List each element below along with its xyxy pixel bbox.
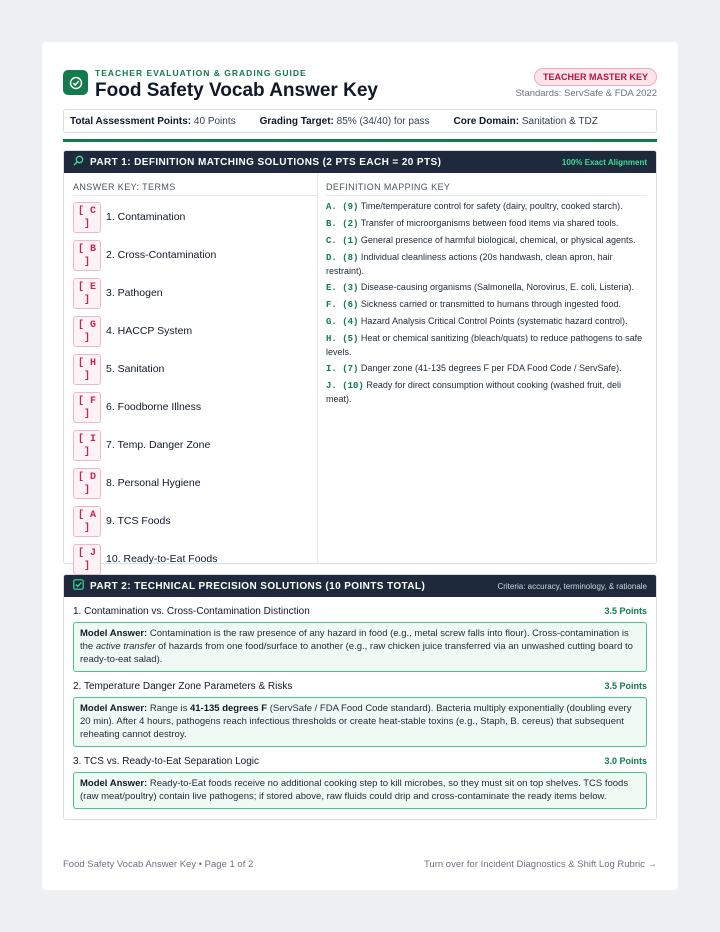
term-name: 7. Temp. Danger Zone — [106, 439, 211, 451]
question-1-title: 1. Contamination vs. Cross-Contamination Distinction — [73, 606, 310, 617]
eyebrow-label: TEACHER EVALUATION & GRADING GUIDE — [95, 68, 307, 78]
question-2-points: 3.5 Points — [604, 681, 647, 691]
header-divider — [63, 139, 657, 142]
answer-key-page — [42, 42, 678, 890]
answer-letter-box: [ H ] — [73, 354, 101, 385]
footer-right: Turn over for Incident Diagnostics & Shift Log Rubric → — [423, 859, 657, 870]
definition-item: H. (5) Heat or chemical sanitizing (bleach/quats) to reduce pathogens to safe levels. — [326, 333, 643, 357]
term-name: 1. Contamination — [106, 211, 186, 223]
question-3-title: 3. TCS vs. Ready-to-Eat Separation Logic — [73, 756, 260, 767]
term-name: 10. Ready-to-Eat Foods — [106, 553, 218, 565]
question-2-title: 2. Temperature Danger Zone Parameters & Risks — [73, 681, 293, 692]
definition-item: I. (7) Danger zone (41-135 degrees F per FDA Food Code / ServSafe). — [326, 363, 622, 374]
part2-title: PART 2: TECHNICAL PRECISION SOLUTIONS (10 POINTS TOTAL) — [90, 580, 426, 592]
definition-item: A. (9) Time/temperature control for safety (dairy, poultry, cooked starch). — [326, 201, 623, 212]
term-name: 5. Sanitation — [106, 363, 165, 375]
page-header — [63, 68, 657, 104]
definitions-column — [318, 173, 656, 564]
term-row — [73, 464, 317, 502]
terms-heading: ANSWER KEY: TERMS — [73, 182, 317, 196]
model-answer-3: Model Answer: Ready-to-Eat foods receive no additional cooking step to kill microbes, so they must sit on top shelves. TCS foods (raw meat/poultry) contain live pathogens; if stored above, raw fluids could drip and cross-contaminate the ready items below. — [73, 772, 647, 809]
summary-bar — [63, 109, 657, 133]
definition-item: E. (3) Disease-causing organisms (Salmonella, Norovirus, E. coli, Listeria). — [326, 282, 635, 293]
part1-section — [63, 150, 657, 572]
page-footer — [63, 859, 657, 870]
standards-text: Standards: ServSafe & FDA 2022 — [515, 88, 657, 99]
answer-letter-box: [ J ] — [73, 544, 101, 575]
question-3-points: 3.0 Points — [604, 756, 647, 766]
model-answer-2: Model Answer: Range is 41-135 degrees F (ServSafe / FDA Food Code standard). Bacteria multiply exponentially (doubling every 20 min). After 4 hours, pathogens reach infectious thresholds or create heat-stable toxins (e.g., Staph, B. cereus) that subsequent reheating cannot destroy. — [73, 697, 647, 747]
master-key-badge: TEACHER MASTER KEY — [534, 68, 657, 86]
question-1-points: 3.5 Points — [604, 606, 647, 616]
model-answer-1: Model Answer: Contamination is the raw presence of any hazard in food (e.g., metal screw falls into flour). Cross-contamination is the active transfer of hazards from one food/surface to another (e.g., raw chicken juice transferred via an unwashed cutting board to ready-to-eat salad). — [73, 622, 647, 672]
term-name: 8. Personal Hygiene — [106, 477, 201, 489]
definitions-heading: DEFINITION MAPPING KEY — [326, 182, 647, 196]
answer-letter-box: [ C ] — [73, 202, 101, 233]
term-row — [73, 236, 317, 274]
part1-title: PART 1: DEFINITION MATCHING SOLUTIONS (2 PTS EACH = 20 PTS) — [90, 156, 442, 168]
question-1 — [64, 606, 656, 672]
answer-letter-box: [ F ] — [73, 392, 101, 423]
term-name: 6. Foodborne Illness — [106, 401, 202, 413]
term-row — [73, 388, 317, 426]
question-2 — [64, 681, 656, 747]
definition-item: J. (10) Ready for direct consumption without cooking (washed fruit, deli meat). — [326, 380, 621, 404]
part2-header — [64, 575, 656, 597]
part2-section — [63, 574, 657, 820]
definition-item: G. (4) Hazard Analysis Critical Control Points (systematic hazard control). — [326, 316, 628, 327]
term-name: 2. Cross-Contamination — [106, 249, 217, 261]
part1-note: 100% Exact Alignment — [561, 157, 647, 167]
part1-header — [64, 151, 656, 173]
term-row — [73, 426, 317, 464]
term-name: 9. TCS Foods — [106, 515, 171, 527]
summary-points: Total Assessment Points: 40 Points — [70, 115, 236, 127]
definition-item: D. (8) Individual cleanliness actions (20s handwash, clean apron, hair restraint). — [326, 252, 613, 276]
summary-domain: Core Domain: Sanitation & TDZ — [453, 115, 598, 127]
term-name: 3. Pathogen — [106, 287, 163, 299]
term-name: 4. HACCP System — [106, 325, 193, 337]
term-row — [73, 502, 317, 540]
definition-item: C. (1) General presence of harmful biological, chemical, or physical agents. — [326, 235, 636, 246]
search-key-icon — [73, 153, 84, 171]
answer-letter-box: [ D ] — [73, 468, 101, 499]
answer-letter-box: [ A ] — [73, 506, 101, 537]
term-row — [73, 312, 317, 350]
page-title: Food Safety Vocab Answer Key — [95, 80, 378, 101]
term-row — [73, 350, 317, 388]
question-3 — [64, 756, 656, 809]
term-row — [73, 540, 317, 578]
answer-letter-box: [ E ] — [73, 278, 101, 309]
answer-letter-box: [ B ] — [73, 240, 101, 271]
term-row — [73, 198, 317, 236]
definition-item: F. (6) Sickness carried or transmitted to humans through ingested food. — [326, 299, 622, 310]
footer-left: Food Safety Vocab Answer Key • Page 1 of 2 — [63, 859, 254, 870]
definition-item: B. (2) Transfer of microorganisms between food items via shared tools. — [326, 218, 619, 229]
part2-note: Criteria: accuracy, terminology, & rationale — [497, 581, 647, 591]
summary-target: Grading Target: 85% (34/40) for pass — [259, 115, 430, 127]
checkbox-icon — [73, 577, 84, 595]
terms-column — [64, 173, 318, 572]
answer-letter-box: [ I ] — [73, 430, 101, 461]
answer-letter-box: [ G ] — [73, 316, 101, 347]
check-shield-icon — [63, 70, 88, 95]
term-row — [73, 274, 317, 312]
